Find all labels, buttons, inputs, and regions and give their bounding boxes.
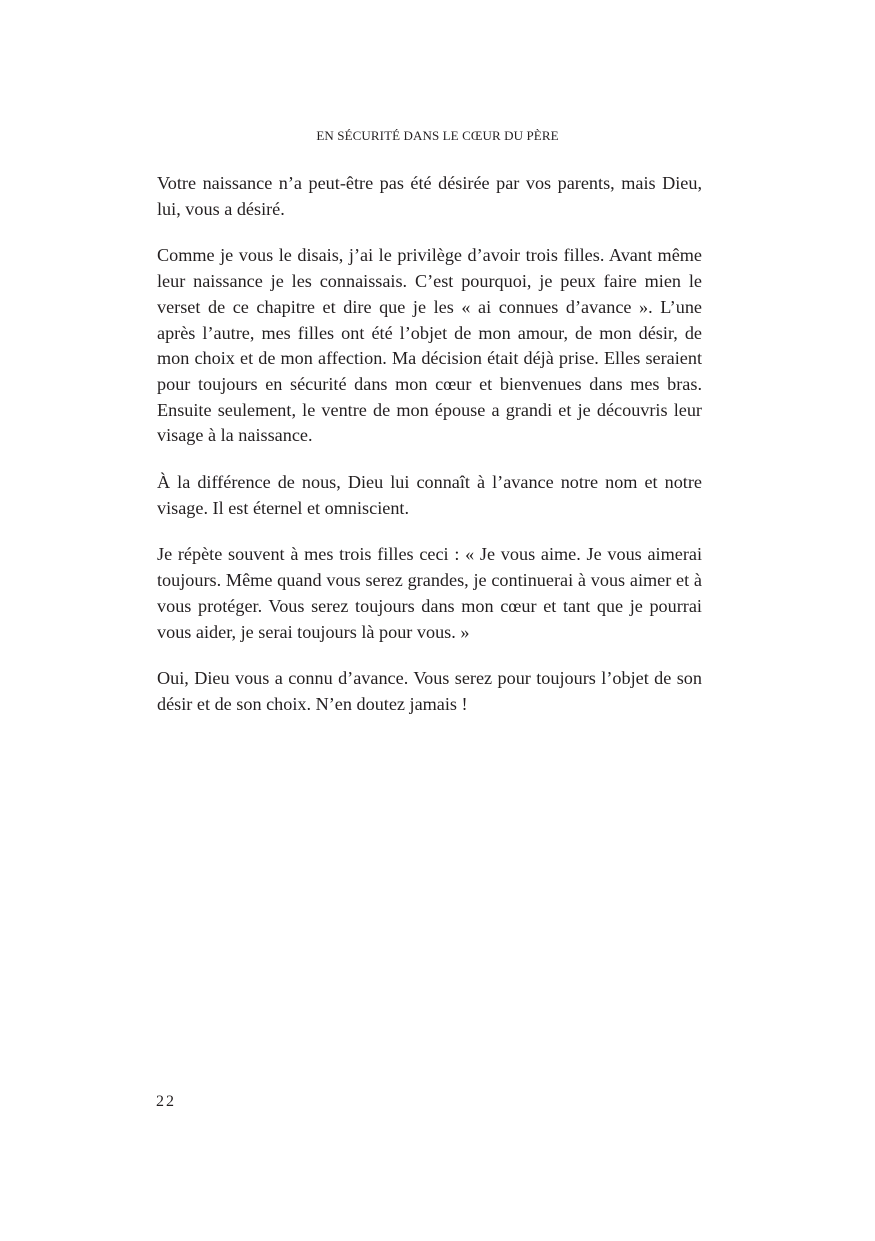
running-head: EN SÉCURITÉ DANS LE CŒUR DU PÈRE [316,128,559,143]
paragraph: Votre naissance n’a peut-être pas été désirée par vos parents, mais Dieu, lui, vous a désiré. [157,173,702,219]
paragraph: Je répète souvent à mes trois filles ceci : « Je vous aime. Je vous aimerai toujours. Même quand vous serez grandes, je continuerai à vous aimer et à vous protéger. Vous serez toujours dans mon cœur et tant que je pourrai vous aider, je serai toujours là pour vous. » [157,544,702,642]
paragraph: Oui, Dieu vous a connu d’avance. Vous serez pour toujours l’objet de son désir et de son choix. N’en doutez jamais ! [157,668,702,714]
page-number: 22 [156,1093,176,1110]
body-text [157,171,702,739]
paragraph: À la différence de nous, Dieu lui connaît à l’avance notre nom et notre visage. Il est éternel et omniscient. [157,472,702,518]
paragraph: Comme je vous le disais, j’ai le privilège d’avoir trois filles. Avant même leur naissance je les connaissais. C’est pourquoi, je peux faire mien le verset de ce chapitre et dire que je les « ai connues d’avance ». L’une après l’autre, mes filles ont été l’objet de mon amour, de mon désir, de mon choix et de mon affection. Ma décision était déjà prise. Elles seraient pour toujours en sécurité dans mon cœur et bienvenues dans mes bras. Ensuite seulement, le ventre de mon épouse a grandi et je découvris leur visage à la naissance. [157,245,702,446]
